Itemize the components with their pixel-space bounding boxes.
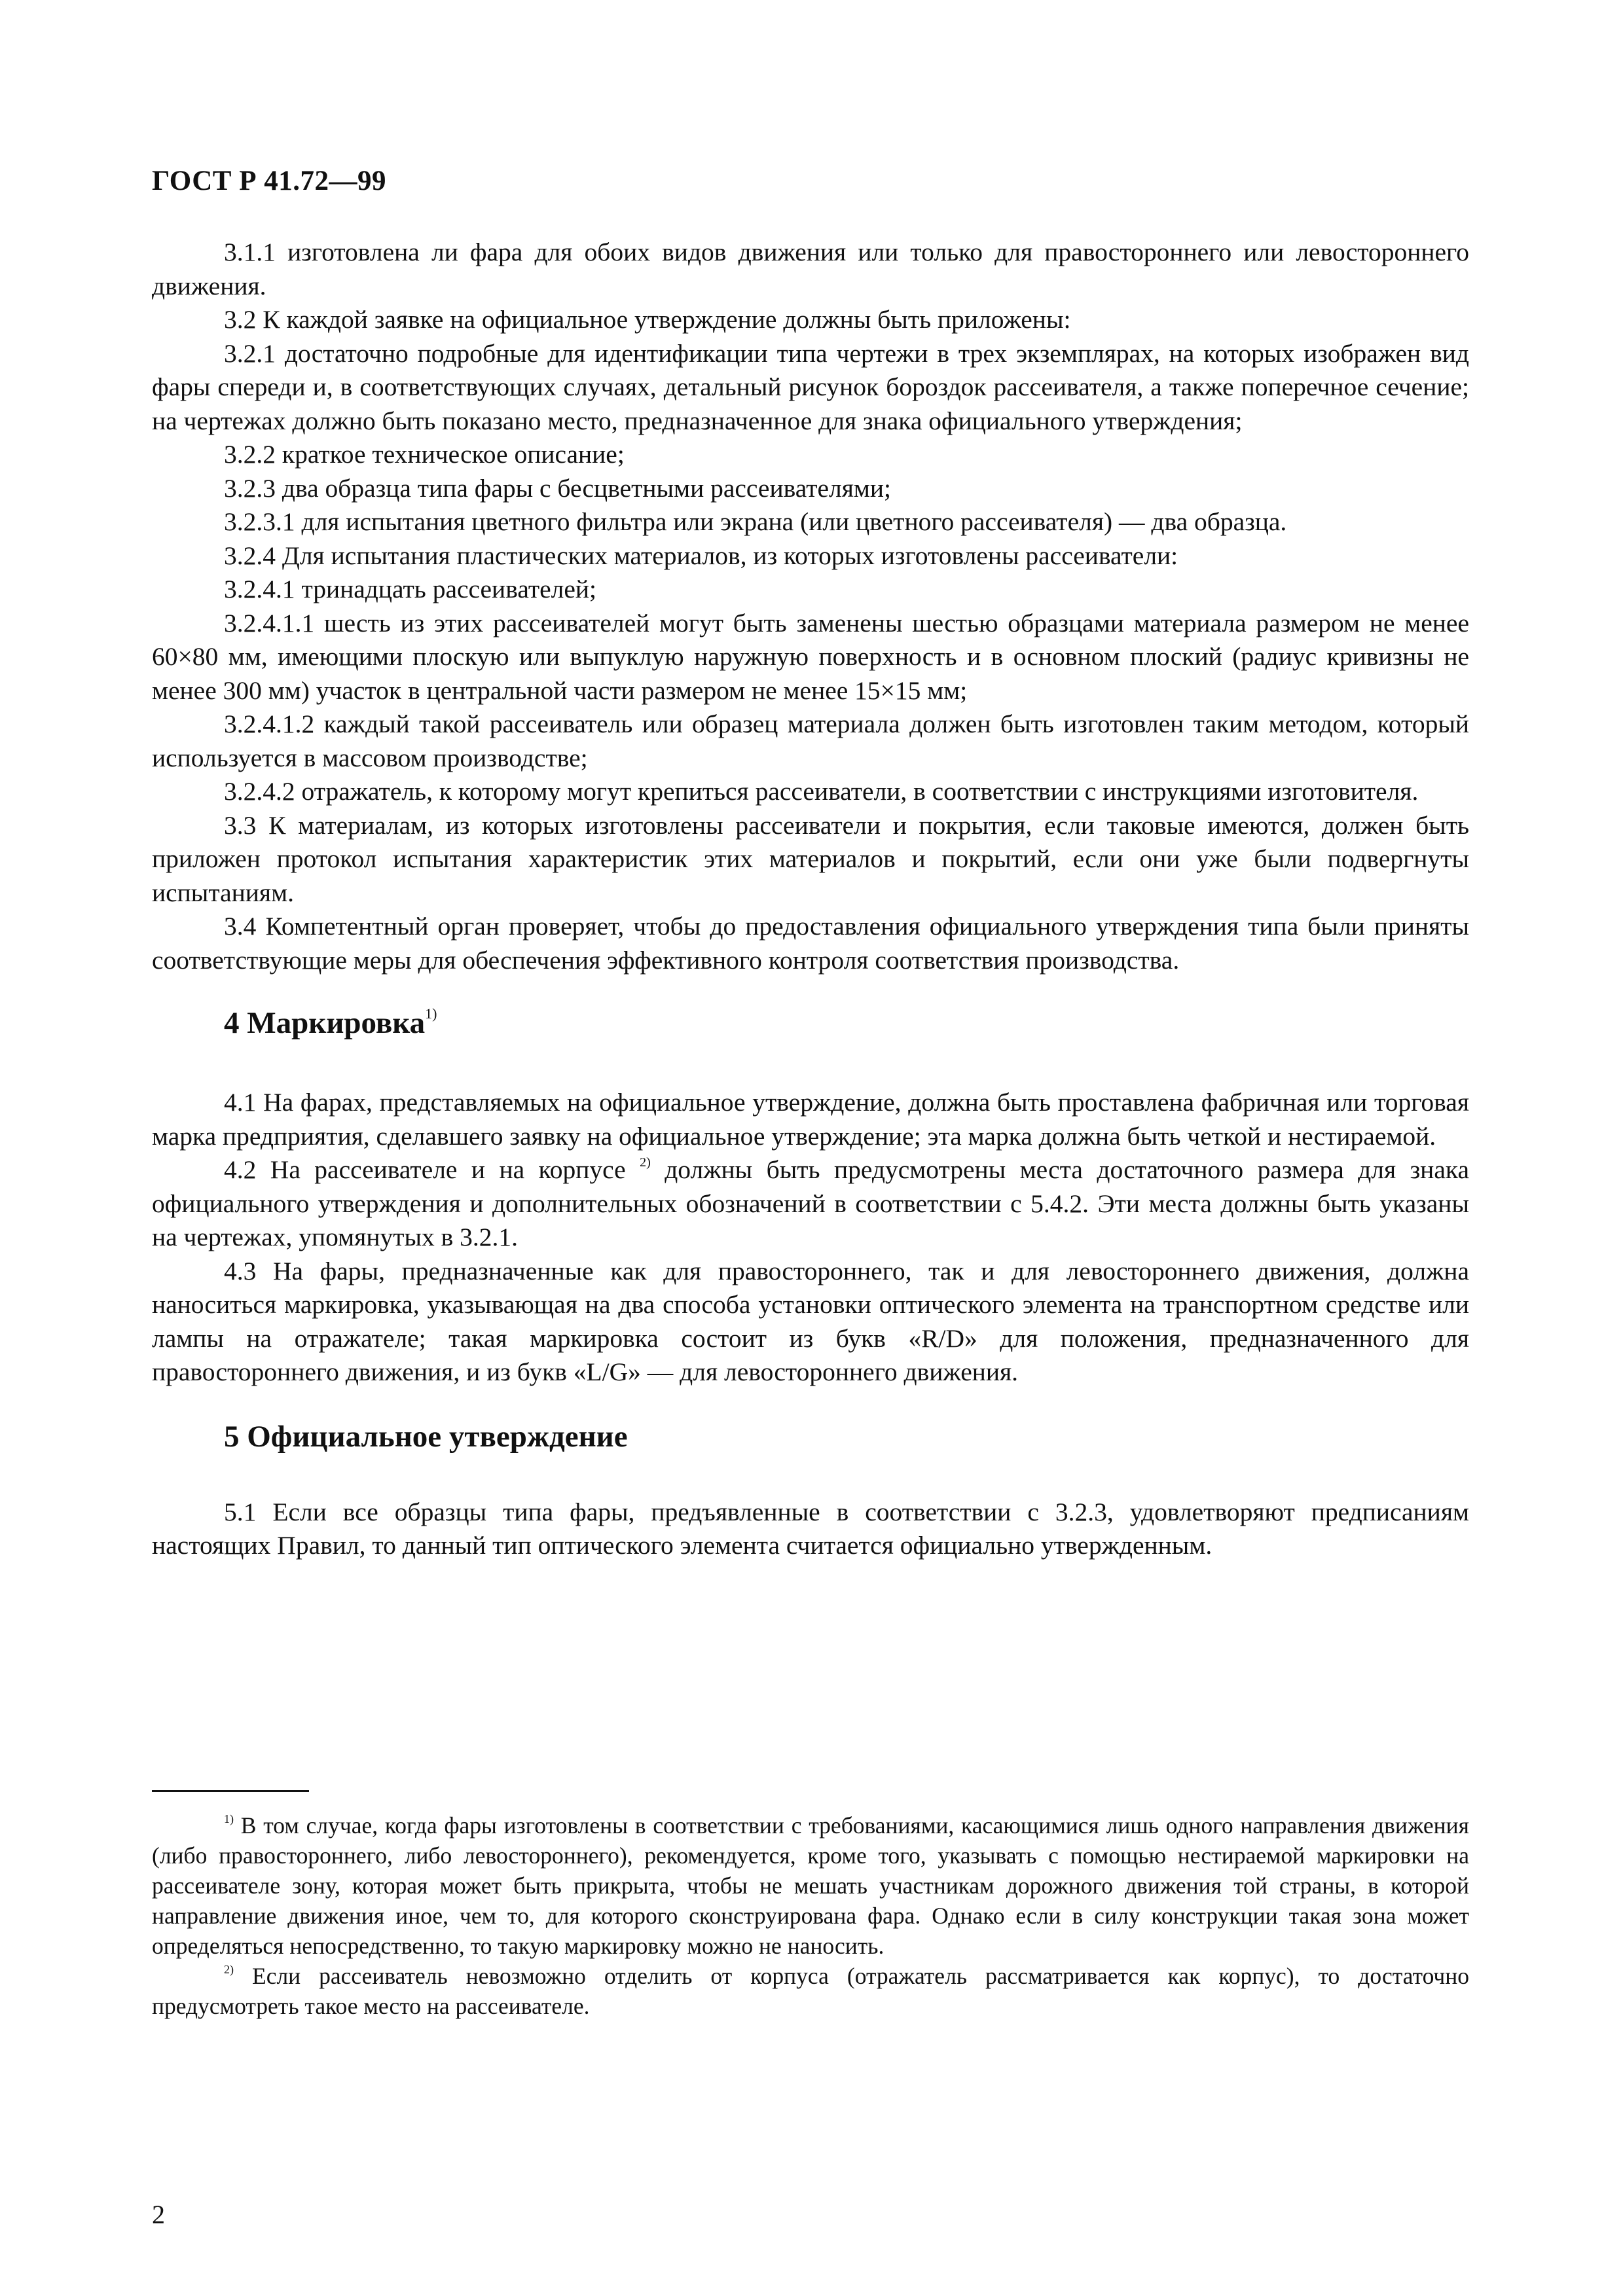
paragraph-4-1: 4.1 На фарах, представляемых на официальное утверждение, должна быть проставлена фабричная или торговая марка предприятия, сделавшего заявку на официальное утверждение; эта марка должна быть четкой и нестираемой. <box>152 1088 1469 1151</box>
footnote-1 <box>152 1810 1469 1961</box>
paragraph-4-2-text-start: 4.2 На рассеивателе и на корпусе <box>224 1155 640 1184</box>
paragraph-3-2-2: 3.2.2 краткое техническое описание; <box>224 440 625 469</box>
footnote-1-text: В том случае, когда фары изготовлены в соответствии с требованиями, касающимися лишь одного направления движения (либо правостороннего, либо левостороннего), рекомендуется, кроме того, указывать с помощью нестираемой маркировки на рассеивателе зону, которая может быть прикрыта, чтобы не мешать участникам дорожного движения той страны, в которой направление движения иное, чем то, для которого сконструирована фара. Однако если в силу конструкции такая зона может определяться непосредственно, то такую маркировку можно не наносить. <box>152 1812 1469 1959</box>
paragraph-3-2-4-1: 3.2.4.1 тринадцать рассеивателей; <box>224 575 596 603</box>
paragraph-3-4: 3.4 Компетентный орган проверяет, чтобы до предоставления официального утверждения типа были приняты соответствующие меры для обеспечения эффективного контроля соответствия производства. <box>152 912 1469 975</box>
page-number: 2 <box>152 2200 165 2229</box>
section-5-heading: 5 Официальное утверждение <box>224 1419 628 1454</box>
paragraph-3-2-1: 3.2.1 достаточно подробные для идентификации типа чертежи в трех экземплярах, на которых изображен вид фары спереди и, в соответствующих случаях, детальный рисунок бороздок рассеивателя, а также поперечное сечение; на чертежах должно быть показано место, предназначенное для знака официального утверждения; <box>152 338 1469 435</box>
paragraph-3-1-1: 3.1.1 изготовлена ли фара для обоих видов движения или только для правостороннего или левостороннего движения. <box>152 238 1469 300</box>
page-header-standard-code: ГОСТ Р 41.72—99 <box>152 166 387 196</box>
footnote-2 <box>152 1961 1469 2021</box>
section-4-title: 4 Маркировка <box>224 1006 426 1040</box>
section-4-heading <box>152 1003 1469 1043</box>
paragraph-3-2: 3.2 К каждой заявке на официальное утверждение должны быть приложены: <box>224 305 1071 334</box>
paragraph-5-1: 5.1 Если все образцы типа фары, предъявленные в соответствии с 3.2.3, удовлетворяют предписаниям настоящих Правил, то данный тип оптического элемента считается официально утвержденным. <box>152 1497 1469 1560</box>
paragraph-4-2-text-end: должны быть предусмотрены места достаточного размера для знака официального утверждения и дополнительных обозначений в соответствии с 5.4.2. Эти места должны быть указаны на чертежах, упомянутых в 3.2.1. <box>152 1155 1469 1251</box>
footnote-2-text: Если рассеиватель невозможно отделить от корпуса (отражатель рассматривается как корпус), то достаточно предусмотреть такое место на рассеивателе. <box>152 1963 1469 2019</box>
paragraph-3-3: 3.3 К материалам, из которых изготовлены рассеиватели и покрытия, если таковые имеются, должен быть приложен протокол испытания характеристик этих материалов и покрытий, если они уже были подвергнуты испытаниям. <box>152 810 1469 907</box>
paragraph-3-2-4-1-1: 3.2.4.1.1 шесть из этих рассеивателей могут быть заменены шестью образцами материала размером не менее 60×80 мм, имеющими плоскую или выпуклую наружную поверхность и в основном плоский (радиус кривизны не менее 300 мм) участок в центральной части размером не менее 15×15 мм; <box>152 608 1469 705</box>
footnote-ref-2: 2) <box>640 1155 651 1170</box>
footnote-ref-1: 1) <box>425 1005 437 1022</box>
main-text <box>152 236 1469 1563</box>
paragraph-3-2-4-1-2: 3.2.4.1.2 каждый такой рассеиватель или образец материала должен быть изготовлен таким методом, который используется в массовом производстве; <box>152 709 1469 772</box>
paragraph-4-2 <box>152 1153 1469 1255</box>
footnote-separator <box>152 1790 309 1792</box>
paragraph-4-3: 4.3 На фары, предназначенные как для правостороннего, так и для левостороннего движения, должна наноситься маркировка, указывающая на два способа установки оптического элемента на транспортном средстве или лампы на отражателе; такая маркировка состоит из букв «R/D» для положения, предназначенного для правостороннего движения, и из букв «L/G» — для левостороннего движения. <box>152 1256 1469 1386</box>
paragraph-3-2-3: 3.2.3 два образца типа фары с бесцветными рассеивателями; <box>224 473 892 503</box>
paragraph-3-2-4-2: 3.2.4.2 отражатель, к которому могут крепиться рассеиватели, в соответствии с инструкциями изготовителя. <box>224 777 1419 806</box>
footnote-2-mark: 2) <box>224 1963 234 1976</box>
paragraph-3-2-3-1: 3.2.3.1 для испытания цветного фильтра или экрана (или цветного рассеивателя) — два образца. <box>224 507 1287 536</box>
paragraph-3-2-4: 3.2.4 Для испытания пластических материалов, из которых изготовлены рассеиватели: <box>224 541 1178 570</box>
footnotes <box>152 1810 1469 2021</box>
footnote-1-mark: 1) <box>224 1812 234 1825</box>
